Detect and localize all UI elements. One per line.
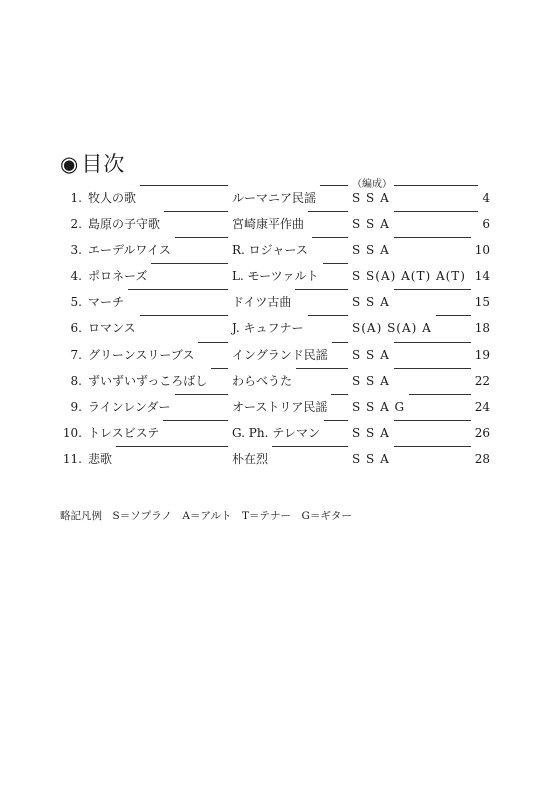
entry-title: 悲歌 xyxy=(88,451,113,466)
entry-scoring: S S A xyxy=(352,451,390,466)
entry-composer: 宮崎康平作曲 xyxy=(232,217,305,232)
leader-line xyxy=(128,289,228,290)
toc-heading xyxy=(60,148,125,178)
entry-scoring: S S A G xyxy=(352,399,406,414)
toc-entry[interactable] xyxy=(0,263,560,289)
leader-line xyxy=(409,394,471,395)
toc-entry[interactable] xyxy=(0,342,560,368)
leader-line xyxy=(323,263,348,264)
entry-title: マーチ xyxy=(88,295,125,310)
entry-number: 4. xyxy=(70,269,82,284)
entry-composer: ドイツ古曲 xyxy=(232,295,292,310)
entry-scoring: S S A xyxy=(352,425,390,440)
entry-number: 10. xyxy=(62,425,82,440)
entry-scoring: S S(A) A(T) A(T) xyxy=(352,269,466,284)
leader-line xyxy=(151,263,228,264)
leader-line xyxy=(394,185,478,186)
leader-line xyxy=(394,420,471,421)
entry-title: エーデルワイス xyxy=(88,243,171,258)
toc-entry[interactable] xyxy=(0,368,560,394)
leader-line xyxy=(163,420,228,421)
leader-line xyxy=(272,446,348,447)
entry-composer: 朴在烈 xyxy=(232,451,269,466)
entry-composer: イングランド民謡 xyxy=(232,347,328,362)
entry-page-number: 18 xyxy=(474,321,490,336)
entry-scoring: S S A xyxy=(352,217,390,232)
entry-scoring: S(A) S(A) A xyxy=(352,321,432,336)
entry-page-number: 4 xyxy=(482,191,490,205)
entry-scoring: S S A xyxy=(352,373,390,388)
toc-entry[interactable] xyxy=(0,185,560,211)
leader-line xyxy=(140,185,228,186)
leader-line xyxy=(331,394,348,395)
entry-number: 3. xyxy=(70,243,82,258)
entry-page-number: 24 xyxy=(474,399,490,414)
entry-page-number: 19 xyxy=(474,347,490,362)
entry-number: 2. xyxy=(70,217,82,232)
entry-title: ずいずいずっころばし xyxy=(88,373,208,388)
leader-line xyxy=(394,211,478,212)
toc-entry[interactable] xyxy=(0,446,560,472)
entry-number: 1. xyxy=(70,191,82,205)
entry-page-number: 26 xyxy=(474,425,490,440)
entry-composer: オーストリア民謡 xyxy=(232,399,328,414)
leader-line xyxy=(320,185,348,186)
entry-page-number: 22 xyxy=(474,373,490,388)
entry-composer: わらべうた xyxy=(232,373,293,388)
leader-line xyxy=(140,315,228,316)
entry-number: 8. xyxy=(70,373,82,388)
toc-list xyxy=(0,185,560,472)
leader-line xyxy=(164,211,228,212)
leader-line xyxy=(175,394,228,395)
leader-line xyxy=(211,368,228,369)
leader-line xyxy=(198,342,228,343)
leader-line xyxy=(308,211,348,212)
scoring-column-header: （編成） xyxy=(352,179,392,190)
leader-line xyxy=(116,446,228,447)
entry-page-number: 15 xyxy=(474,295,490,310)
entry-page-number: 14 xyxy=(474,269,490,284)
entry-number: 6. xyxy=(70,321,82,336)
entry-page-number: 28 xyxy=(474,451,490,466)
entry-scoring: S S A xyxy=(352,347,390,362)
leader-line xyxy=(308,315,348,316)
entry-title: ラインレンダー xyxy=(88,399,171,414)
entry-number: 9. xyxy=(70,399,82,414)
entry-title: 島原の子守歌 xyxy=(88,217,161,232)
entry-number: 11. xyxy=(62,451,82,466)
entry-scoring: S S A xyxy=(352,191,390,205)
toc-entry[interactable] xyxy=(0,315,560,341)
entry-page-number: 6 xyxy=(482,217,490,232)
entry-scoring: S S A xyxy=(352,295,390,310)
leader-line xyxy=(332,342,348,343)
entry-title: グリーンスリーブス xyxy=(88,347,195,362)
leader-line xyxy=(394,446,471,447)
bullseye-icon: ◉ xyxy=(60,152,80,176)
entry-title: 牧人の歌 xyxy=(88,191,137,205)
leader-line xyxy=(394,368,471,369)
toc-entry[interactable] xyxy=(0,394,560,420)
entry-title: ロマンス xyxy=(88,321,136,336)
leader-line xyxy=(394,289,471,290)
entry-composer: R. ロジャース xyxy=(232,243,308,258)
entry-scoring: S S A xyxy=(352,243,390,258)
toc-entry[interactable] xyxy=(0,211,560,237)
toc-title-text: 目次 xyxy=(81,152,126,176)
leader-line xyxy=(295,289,348,290)
entry-composer: ルーマニア民謡 xyxy=(232,191,317,205)
toc-entry[interactable] xyxy=(0,289,560,315)
entry-composer: J. キュフナー xyxy=(232,321,304,336)
entry-title: ポロネーズ xyxy=(88,269,148,284)
leader-line xyxy=(175,237,228,238)
toc-entry[interactable] xyxy=(0,420,560,446)
entry-number: 7. xyxy=(70,347,82,362)
leader-line xyxy=(436,315,471,316)
entry-number: 5. xyxy=(70,295,82,310)
entry-title: トレスビステ xyxy=(88,425,160,440)
leader-line xyxy=(296,368,348,369)
leader-line xyxy=(324,420,348,421)
abbreviation-legend: 略記凡例 S＝ソプラノ A＝アルト T＝テナー G＝ギター xyxy=(60,510,352,522)
leader-line xyxy=(312,237,348,238)
leader-line xyxy=(394,237,471,238)
entry-composer: L. モーツァルト xyxy=(232,269,319,284)
entry-composer: G. Ph. テレマン xyxy=(232,425,320,440)
toc-entry[interactable] xyxy=(0,237,560,263)
entry-page-number: 10 xyxy=(474,243,490,258)
leader-line xyxy=(394,342,471,343)
